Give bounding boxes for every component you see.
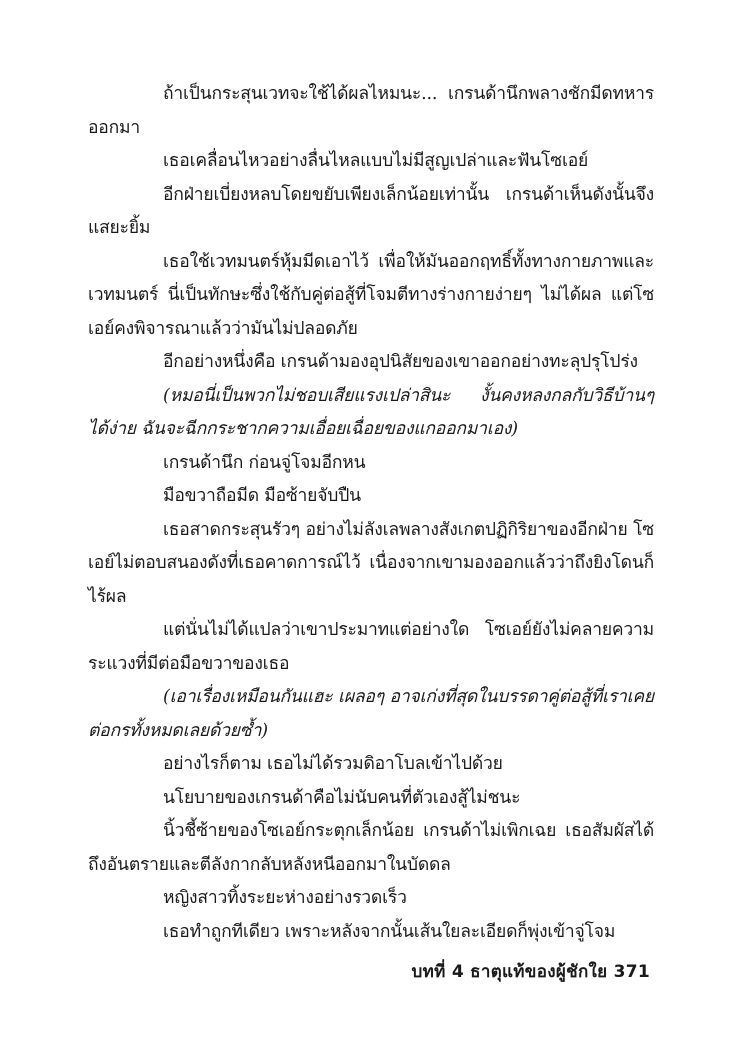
paragraph-3: อีกฝ่ายเบี่ยงหลบโดยขยับเพียงเล็กน้อยเท่านั้น เกรนด้าเห็นดังนั้นจึงแสยะยิ้ม (88, 184, 654, 238)
paragraph-6-thought: (หมอนี่เป็นพวกไม่ชอบเสียแรงเปล่าสินะ งั้นคงหลงกลกับวิธีบ้านๆ ได้ง่าย ฉันจะฉีกกระชากความเอื่อยเฉื่อยของแกออกมาเอง) (88, 385, 654, 439)
paragraph-13: นโยบายของเกรนด้าคือไม่นับคนที่ตัวเองสู้ไม่ชนะ (163, 787, 521, 808)
paragraph-7: เกรนด้านึก ก่อนจู่โจมอีกหน (163, 452, 366, 473)
paragraph-11-thought: (เอาเรื่องเหมือนกันแฮะ เผลอๆ อาจเก่งที่สุดในบรรดาคู่ต่อสู้ที่เราเคยต่อกรทั้งหมดเลยด้วยซ้ำ) (88, 687, 654, 741)
paragraph-12: อย่างไรก็ตาม เธอไม่ได้รวมดิอาโบลเข้าไปด้วย (163, 754, 503, 774)
paragraph-5: อีกอย่างหนึ่งคือ เกรนด้ามองอุปนิสัยของเขาออกอย่างทะลุปรุโปร่ง (163, 352, 638, 372)
paragraph-10: แต่นั่นไม่ได้แปลว่าเขาประมาทแต่อย่างใด โซเอย์ยังไม่คลายความระแวงที่มีต่อมือขวาของเธอ (88, 620, 654, 674)
paragraph-15: หญิงสาวทิ้งระยะห่างอย่างรวดเร็ว (163, 888, 407, 908)
page-footer-chapter-and-number: บทที่ 4 ธาตุแท้ของผู้ชักใย 371 (411, 962, 650, 982)
paragraph-14: นิ้วชี้ซ้ายของโซเอย์กระตุกเล็กน้อย เกรนด้าไม่เพิกเฉย เธอสัมผัสได้ถึงอันตรายและตีลังกากลับหลังหนีออกมาในบัดดล (88, 821, 654, 875)
paragraph-8: มือขวาถือมีด มือซ้ายจับปืน (163, 486, 361, 506)
paragraph-16: เธอทำถูกทีเดียว เพราะหลังจากนั้นเส้นใยละเอียดก็พุ่งเข้าจู่โจม (163, 921, 616, 942)
page-body (88, 78, 654, 949)
paragraph-9: เธอสาดกระสุนรัวๆ อย่างไม่ลังเลพลางสังเกตปฏิกิริยาของอีกฝ่าย โซเอย์ไม่ตอบสนองดังที่เธอคาดการณ์ไว้ เนื่องจากเขามองออกแล้วว่าถึงยิงโดนก็ไร้ผล (88, 519, 654, 607)
paragraph-2: เธอเคลื่อนไหวอย่างลื่นไหลแบบไม่มีสูญเปล่าและฟันโซเอย์ (163, 151, 589, 171)
paragraph-1: ถ้าเป็นกระสุนเวทจะใช้ได้ผลไหมนะ... เกรนด้านึกพลางชักมีดทหารออกมา (88, 84, 654, 138)
paragraph-4: เธอใช้เวทมนตร์หุ้มมีดเอาไว้ เพื่อให้มันออกฤทธิ์ทั้งทางกายภาพและเวทมนตร์ นี่เป็นทักษะซึ่งใช้กับคู่ต่อสู้ที่โจมตีทางร่างกายง่ายๆ ไม่ได้ผล แต่โซเอย์คงพิจารณาแล้วว่ามันไม่ปลอดภัย (88, 251, 654, 339)
